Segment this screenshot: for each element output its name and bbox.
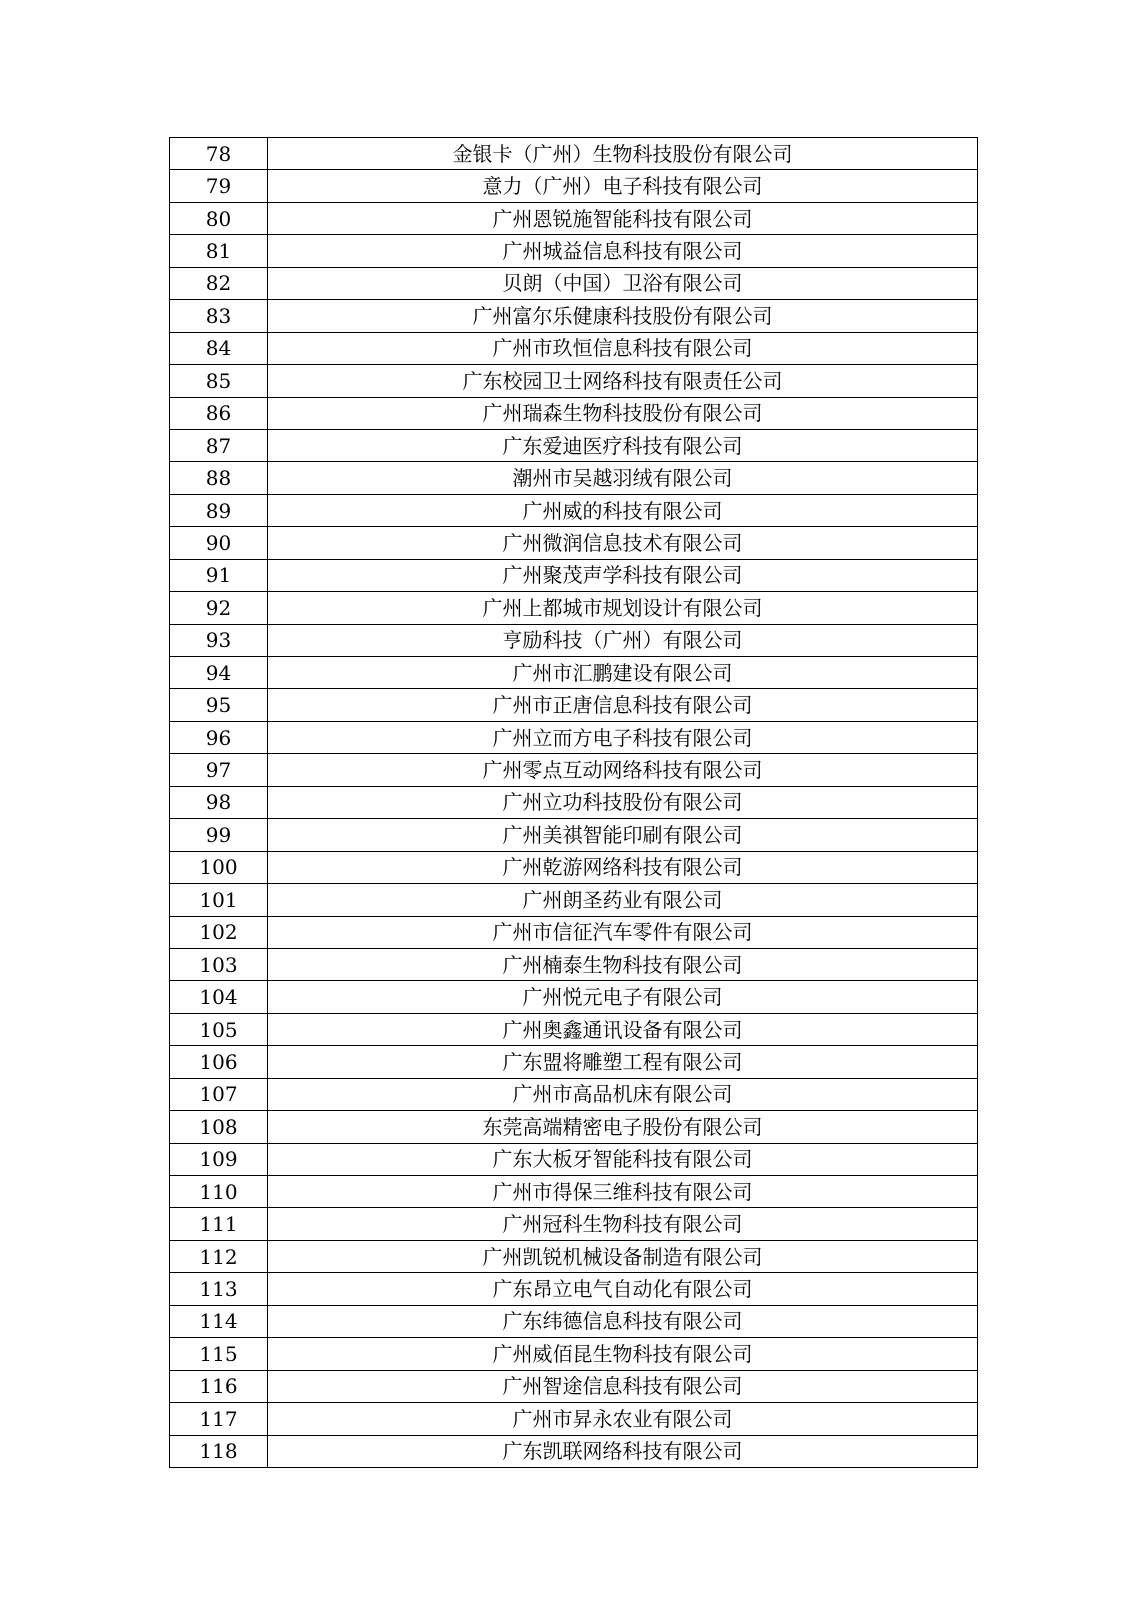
table-row bbox=[170, 1305, 978, 1337]
company-name: 广东校园卫士网络科技有限责任公司 bbox=[268, 365, 978, 397]
company-name: 广州朗圣药业有限公司 bbox=[268, 884, 978, 916]
row-number: 117 bbox=[170, 1403, 268, 1435]
company-name: 广州威的科技有限公司 bbox=[268, 494, 978, 526]
table-row bbox=[170, 462, 978, 494]
row-number: 88 bbox=[170, 462, 268, 494]
table-row bbox=[170, 267, 978, 299]
table-row bbox=[170, 1046, 978, 1078]
company-name: 广州微润信息技术有限公司 bbox=[268, 527, 978, 559]
table-row bbox=[170, 527, 978, 559]
row-number: 115 bbox=[170, 1338, 268, 1370]
table-row bbox=[170, 1078, 978, 1110]
table-row bbox=[170, 851, 978, 883]
company-list-table bbox=[169, 137, 978, 1468]
row-number: 105 bbox=[170, 1013, 268, 1045]
table-row bbox=[170, 689, 978, 721]
company-name: 广东凯联网络科技有限公司 bbox=[268, 1435, 978, 1467]
row-number: 89 bbox=[170, 494, 268, 526]
table-row bbox=[170, 884, 978, 916]
table-row bbox=[170, 657, 978, 689]
table-row bbox=[170, 721, 978, 753]
company-name: 广州聚茂声学科技有限公司 bbox=[268, 559, 978, 591]
row-number: 103 bbox=[170, 948, 268, 980]
table-row bbox=[170, 592, 978, 624]
row-number: 113 bbox=[170, 1273, 268, 1305]
table-row bbox=[170, 138, 978, 170]
row-number: 110 bbox=[170, 1176, 268, 1208]
company-name: 广州上都城市规划设计有限公司 bbox=[268, 592, 978, 624]
company-name: 广州恩锐施智能科技有限公司 bbox=[268, 202, 978, 234]
row-number: 91 bbox=[170, 559, 268, 591]
row-number: 83 bbox=[170, 300, 268, 332]
row-number: 95 bbox=[170, 689, 268, 721]
table-row bbox=[170, 397, 978, 429]
company-name: 广州市高品机床有限公司 bbox=[268, 1078, 978, 1110]
company-name: 金银卡（广州）生物科技股份有限公司 bbox=[268, 138, 978, 170]
table-row bbox=[170, 332, 978, 364]
row-number: 100 bbox=[170, 851, 268, 883]
table-row bbox=[170, 916, 978, 948]
table-row bbox=[170, 1273, 978, 1305]
company-name: 广州市得保三维科技有限公司 bbox=[268, 1176, 978, 1208]
row-number: 104 bbox=[170, 981, 268, 1013]
company-name: 广州市昇永农业有限公司 bbox=[268, 1403, 978, 1435]
table-row bbox=[170, 819, 978, 851]
row-number: 84 bbox=[170, 332, 268, 364]
row-number: 99 bbox=[170, 819, 268, 851]
table-row bbox=[170, 365, 978, 397]
company-name: 东莞高端精密电子股份有限公司 bbox=[268, 1111, 978, 1143]
row-number: 79 bbox=[170, 170, 268, 202]
table-row bbox=[170, 1240, 978, 1272]
company-name: 广州城益信息科技有限公司 bbox=[268, 235, 978, 267]
table-row bbox=[170, 1370, 978, 1402]
row-number: 112 bbox=[170, 1240, 268, 1272]
table-row bbox=[170, 235, 978, 267]
row-number: 106 bbox=[170, 1046, 268, 1078]
table-row bbox=[170, 754, 978, 786]
company-name: 广州立功科技股份有限公司 bbox=[268, 786, 978, 818]
row-number: 118 bbox=[170, 1435, 268, 1467]
company-name: 广州市汇鹏建设有限公司 bbox=[268, 657, 978, 689]
table-row bbox=[170, 494, 978, 526]
table-row bbox=[170, 1176, 978, 1208]
table-row bbox=[170, 1338, 978, 1370]
row-number: 111 bbox=[170, 1208, 268, 1240]
company-name: 广州智途信息科技有限公司 bbox=[268, 1370, 978, 1402]
row-number: 109 bbox=[170, 1143, 268, 1175]
company-name: 广州悦元电子有限公司 bbox=[268, 981, 978, 1013]
table-row bbox=[170, 429, 978, 461]
table-row bbox=[170, 624, 978, 656]
company-name: 广州瑞森生物科技股份有限公司 bbox=[268, 397, 978, 429]
table-row bbox=[170, 1143, 978, 1175]
row-number: 114 bbox=[170, 1305, 268, 1337]
row-number: 116 bbox=[170, 1370, 268, 1402]
row-number: 90 bbox=[170, 527, 268, 559]
row-number: 94 bbox=[170, 657, 268, 689]
table-row bbox=[170, 1435, 978, 1467]
row-number: 107 bbox=[170, 1078, 268, 1110]
company-name: 广州楠泰生物科技有限公司 bbox=[268, 948, 978, 980]
table-row bbox=[170, 202, 978, 234]
row-number: 82 bbox=[170, 267, 268, 299]
row-number: 86 bbox=[170, 397, 268, 429]
company-name: 广东纬德信息科技有限公司 bbox=[268, 1305, 978, 1337]
company-name: 贝朗（中国）卫浴有限公司 bbox=[268, 267, 978, 299]
company-name: 广州冠科生物科技有限公司 bbox=[268, 1208, 978, 1240]
table-row bbox=[170, 981, 978, 1013]
table-row bbox=[170, 1208, 978, 1240]
row-number: 96 bbox=[170, 721, 268, 753]
table-row bbox=[170, 1403, 978, 1435]
company-list-body bbox=[170, 138, 978, 1468]
row-number: 108 bbox=[170, 1111, 268, 1143]
row-number: 101 bbox=[170, 884, 268, 916]
table-row bbox=[170, 786, 978, 818]
row-number: 81 bbox=[170, 235, 268, 267]
table-row bbox=[170, 559, 978, 591]
company-name: 潮州市吴越羽绒有限公司 bbox=[268, 462, 978, 494]
table-row bbox=[170, 170, 978, 202]
company-name: 广州富尔乐健康科技股份有限公司 bbox=[268, 300, 978, 332]
row-number: 85 bbox=[170, 365, 268, 397]
row-number: 93 bbox=[170, 624, 268, 656]
row-number: 87 bbox=[170, 429, 268, 461]
company-name: 广州零点互动网络科技有限公司 bbox=[268, 754, 978, 786]
row-number: 80 bbox=[170, 202, 268, 234]
row-number: 102 bbox=[170, 916, 268, 948]
table-row bbox=[170, 1013, 978, 1045]
table-row bbox=[170, 1111, 978, 1143]
table-row bbox=[170, 948, 978, 980]
company-name: 广州奥鑫通讯设备有限公司 bbox=[268, 1013, 978, 1045]
company-name: 广州威佰昆生物科技有限公司 bbox=[268, 1338, 978, 1370]
company-name: 广州乾游网络科技有限公司 bbox=[268, 851, 978, 883]
company-name: 广东昂立电气自动化有限公司 bbox=[268, 1273, 978, 1305]
company-name: 广州市信征汽车零件有限公司 bbox=[268, 916, 978, 948]
table-row bbox=[170, 300, 978, 332]
company-name: 广东爱迪医疗科技有限公司 bbox=[268, 429, 978, 461]
row-number: 98 bbox=[170, 786, 268, 818]
company-name: 广州美祺智能印刷有限公司 bbox=[268, 819, 978, 851]
row-number: 97 bbox=[170, 754, 268, 786]
company-name: 广州立而方电子科技有限公司 bbox=[268, 721, 978, 753]
row-number: 78 bbox=[170, 138, 268, 170]
row-number: 92 bbox=[170, 592, 268, 624]
company-name: 广州凯锐机械设备制造有限公司 bbox=[268, 1240, 978, 1272]
company-name: 意力（广州）电子科技有限公司 bbox=[268, 170, 978, 202]
company-name: 广州市正唐信息科技有限公司 bbox=[268, 689, 978, 721]
company-name: 广东盟将雕塑工程有限公司 bbox=[268, 1046, 978, 1078]
company-name: 亨励科技（广州）有限公司 bbox=[268, 624, 978, 656]
company-name: 广州市玖恒信息科技有限公司 bbox=[268, 332, 978, 364]
company-name: 广东大板牙智能科技有限公司 bbox=[268, 1143, 978, 1175]
